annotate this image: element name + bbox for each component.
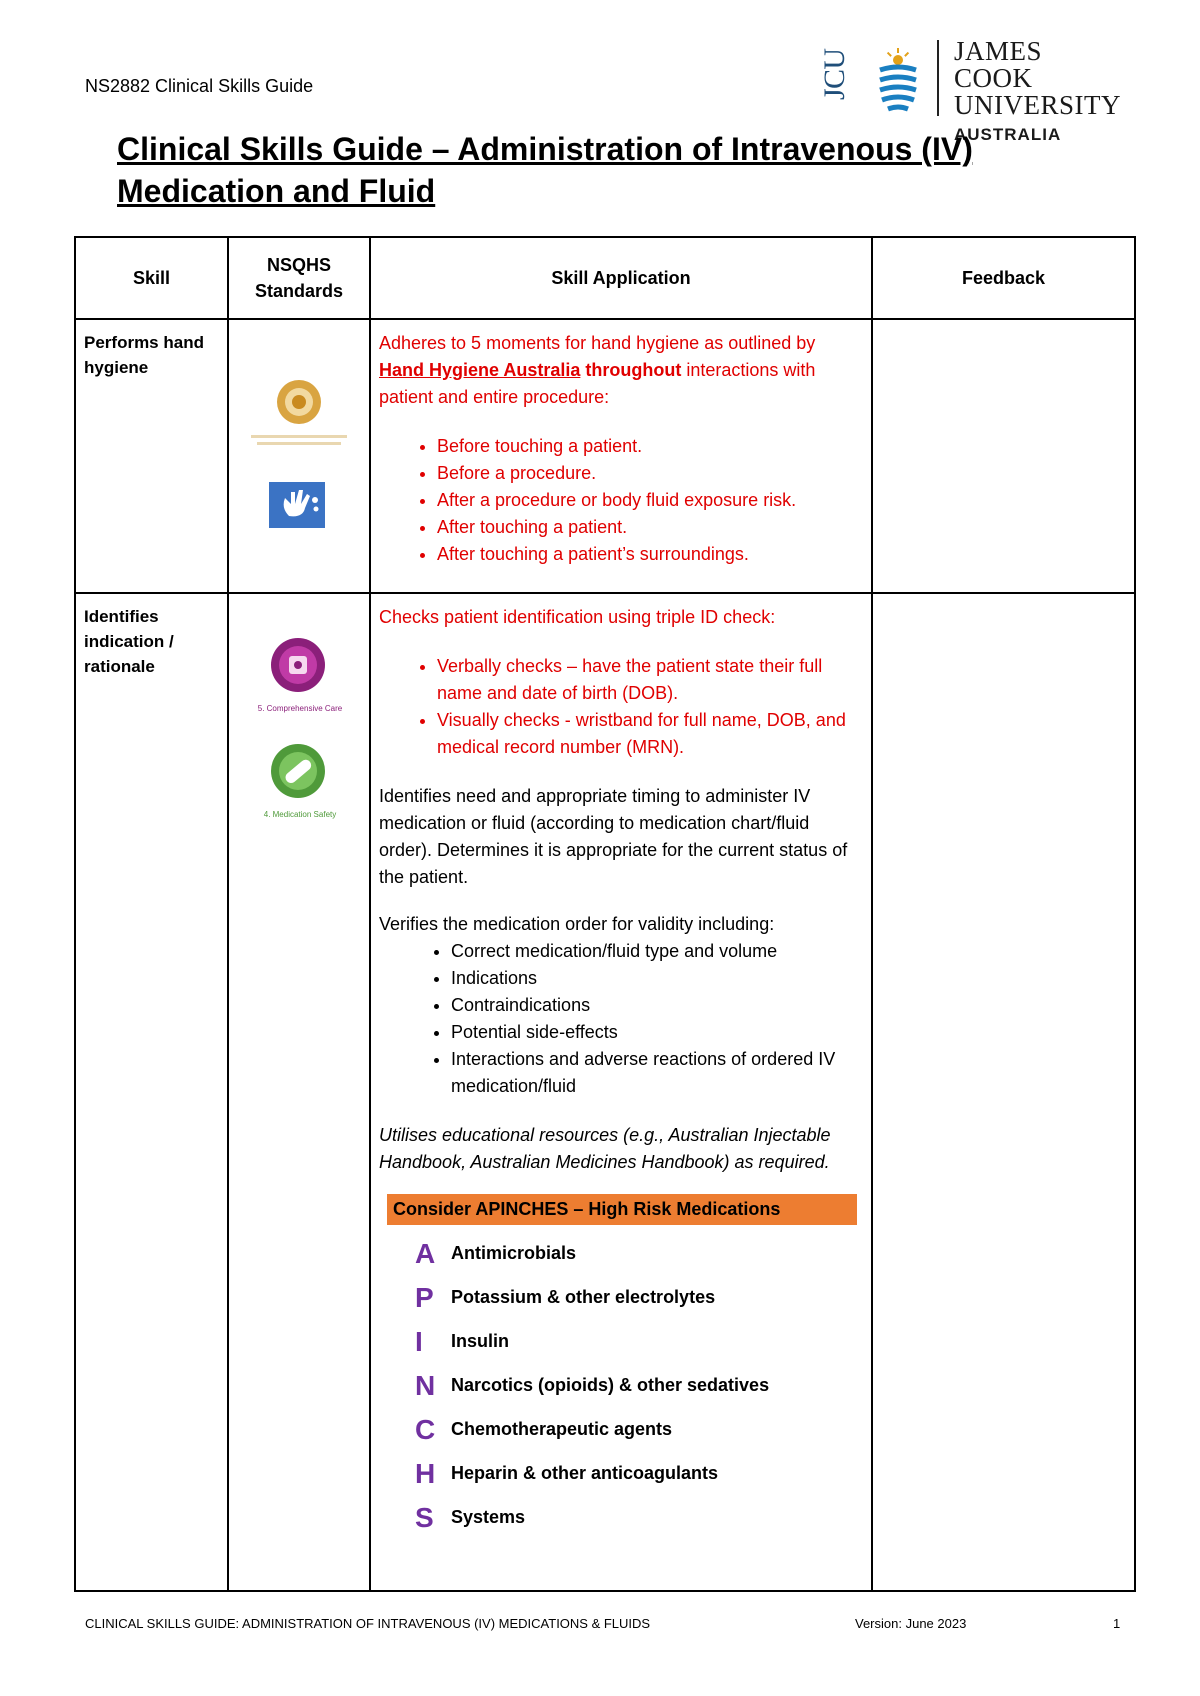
table-row	[75, 319, 1135, 593]
hand-hygiene-moments-list	[379, 433, 863, 568]
logo-line-1: JAMES COOK	[954, 36, 1043, 93]
document-header: NS2882 Clinical Skills Guide	[85, 76, 314, 96]
header-nsqhs-label: NSQHS Standards	[254, 255, 344, 301]
comprehensive-care-icon	[269, 636, 327, 694]
skill-label: Performs hand hygiene	[84, 333, 204, 377]
page-title: Clinical Skills Guide – Administration of Intravenous (IV) Medication and Fluid	[117, 131, 973, 209]
apinches-text: Insulin	[451, 1330, 509, 1351]
apinches-row	[379, 1407, 863, 1451]
id-check-intro: Checks patient identification using triple ID check:	[379, 607, 776, 627]
skills-table	[74, 236, 1136, 1592]
application-cell	[370, 593, 872, 1591]
intro-text: Adheres to 5 moments for hand hygiene as outlined by	[379, 333, 816, 353]
footer-title: CLINICAL SKILLS GUIDE: ADMINISTRATION OF INTRAVENOUS (IV) MEDICATIONS & FLUIDS	[85, 1616, 651, 1631]
skill-cell	[75, 593, 228, 1591]
header-feedback: Feedback	[872, 237, 1135, 319]
list-item: • Indications	[451, 965, 863, 992]
apinches-text: Systems	[451, 1506, 526, 1527]
footer-version: Version: June 2023	[855, 1616, 967, 1631]
icon-caption	[251, 435, 347, 438]
apinches-text: Heparin & other anticoagulants	[451, 1462, 719, 1483]
apinches-letter: I	[415, 1325, 423, 1357]
list-item: • After a procedure or body fluid exposure risk.	[437, 487, 863, 514]
verify-list	[379, 938, 863, 1100]
skill-label: Identifies indication / rationale	[84, 607, 174, 676]
icon-caption: 5. Comprehensive Care	[257, 704, 343, 713]
svg-text:JCU: JCU	[818, 48, 851, 100]
id-check-list	[379, 653, 863, 761]
logo-line-3: AUSTRALIA	[954, 125, 1062, 144]
apinches-row	[379, 1363, 863, 1407]
table-row	[75, 593, 1135, 1591]
standards-cell	[228, 593, 370, 1591]
apinches-row	[379, 1275, 863, 1319]
list-item: • Potential side-effects	[451, 1019, 863, 1046]
apinches-row	[379, 1451, 863, 1495]
logo-divider	[937, 40, 939, 116]
hand-hygiene-australia-link[interactable]: Hand Hygiene Australia	[379, 360, 581, 380]
apinches-letter: A	[415, 1237, 436, 1269]
apinches-title: Consider APINCHES – High Risk Medications	[387, 1194, 857, 1225]
jcu-crest-icon	[818, 48, 930, 118]
list-item: • Verbally checks – have the patient state their full name and date of birth (DOB).	[437, 653, 863, 707]
apinches-row	[379, 1231, 863, 1275]
list-item: • Correct medication/fluid type and volume	[451, 938, 863, 965]
intro-bold: throughout	[580, 360, 682, 380]
nsqhs-clinical-governance-icon	[274, 378, 324, 426]
need-paragraph: Identifies need and appropriate timing to administer IV medication or fluid (according to medication chart/fluid order). Determines it is appropriate for the current status of the patient.	[379, 786, 848, 887]
standards-cell	[228, 319, 370, 593]
apinches-letter: P	[415, 1281, 434, 1313]
apinches-list	[379, 1231, 863, 1539]
list-item: • Visually checks - wristband for full name, DOB, and medical record number (MRN).	[437, 707, 863, 761]
feedback-cell[interactable]	[872, 319, 1135, 593]
verify-intro: Verifies the medication order for validity including:	[379, 914, 775, 934]
apinches-letter: H	[415, 1457, 436, 1489]
apinches-letter: S	[415, 1501, 434, 1533]
page-number: 1	[1113, 1616, 1121, 1631]
apinches-text: Antimicrobials	[451, 1242, 577, 1263]
apinches-row	[379, 1495, 863, 1539]
list-item: • After touching a patient.	[437, 514, 863, 541]
list-item: • Contraindications	[451, 992, 863, 1019]
resources-note: Utilises educational resources (e.g., Australian Injectable Handbook, Australian Medicines Handbook) as required.	[379, 1125, 831, 1172]
hand-hygiene-intro	[379, 330, 863, 411]
list-item: • Before a procedure.	[437, 460, 863, 487]
intro-text: interactions with patient and entire procedure:	[379, 360, 816, 407]
feedback-cell[interactable]	[872, 593, 1135, 1591]
apinches-text: Chemotherapeutic agents	[451, 1418, 673, 1439]
list-item: • After touching a patient’s surroundings.	[437, 541, 863, 568]
jcu-logo	[818, 30, 1121, 144]
list-item: • Before touching a patient.	[437, 433, 863, 460]
apinches-text: Potassium & other electrolytes	[451, 1286, 716, 1307]
table-header-row	[75, 237, 1135, 319]
apinches-text: Narcotics (opioids) & other sedatives	[451, 1374, 770, 1395]
list-item: • Interactions and adverse reactions of ordered IV medication/fluid	[451, 1046, 863, 1100]
header-nsqhs	[228, 237, 370, 319]
header-application: Skill Application	[370, 237, 872, 319]
hand-hygiene-icon	[269, 482, 325, 528]
apinches-row	[379, 1319, 863, 1363]
icon-caption	[257, 442, 341, 445]
logo-line-2: UNIVERSITY	[954, 90, 1121, 120]
apinches-letter: C	[415, 1413, 436, 1445]
medication-safety-icon	[269, 742, 327, 800]
application-cell	[370, 319, 872, 593]
skill-cell	[75, 319, 228, 593]
apinches-letter: N	[415, 1369, 436, 1401]
icon-caption: 4. Medication Safety	[263, 810, 337, 819]
header-skill: Skill	[75, 237, 228, 319]
